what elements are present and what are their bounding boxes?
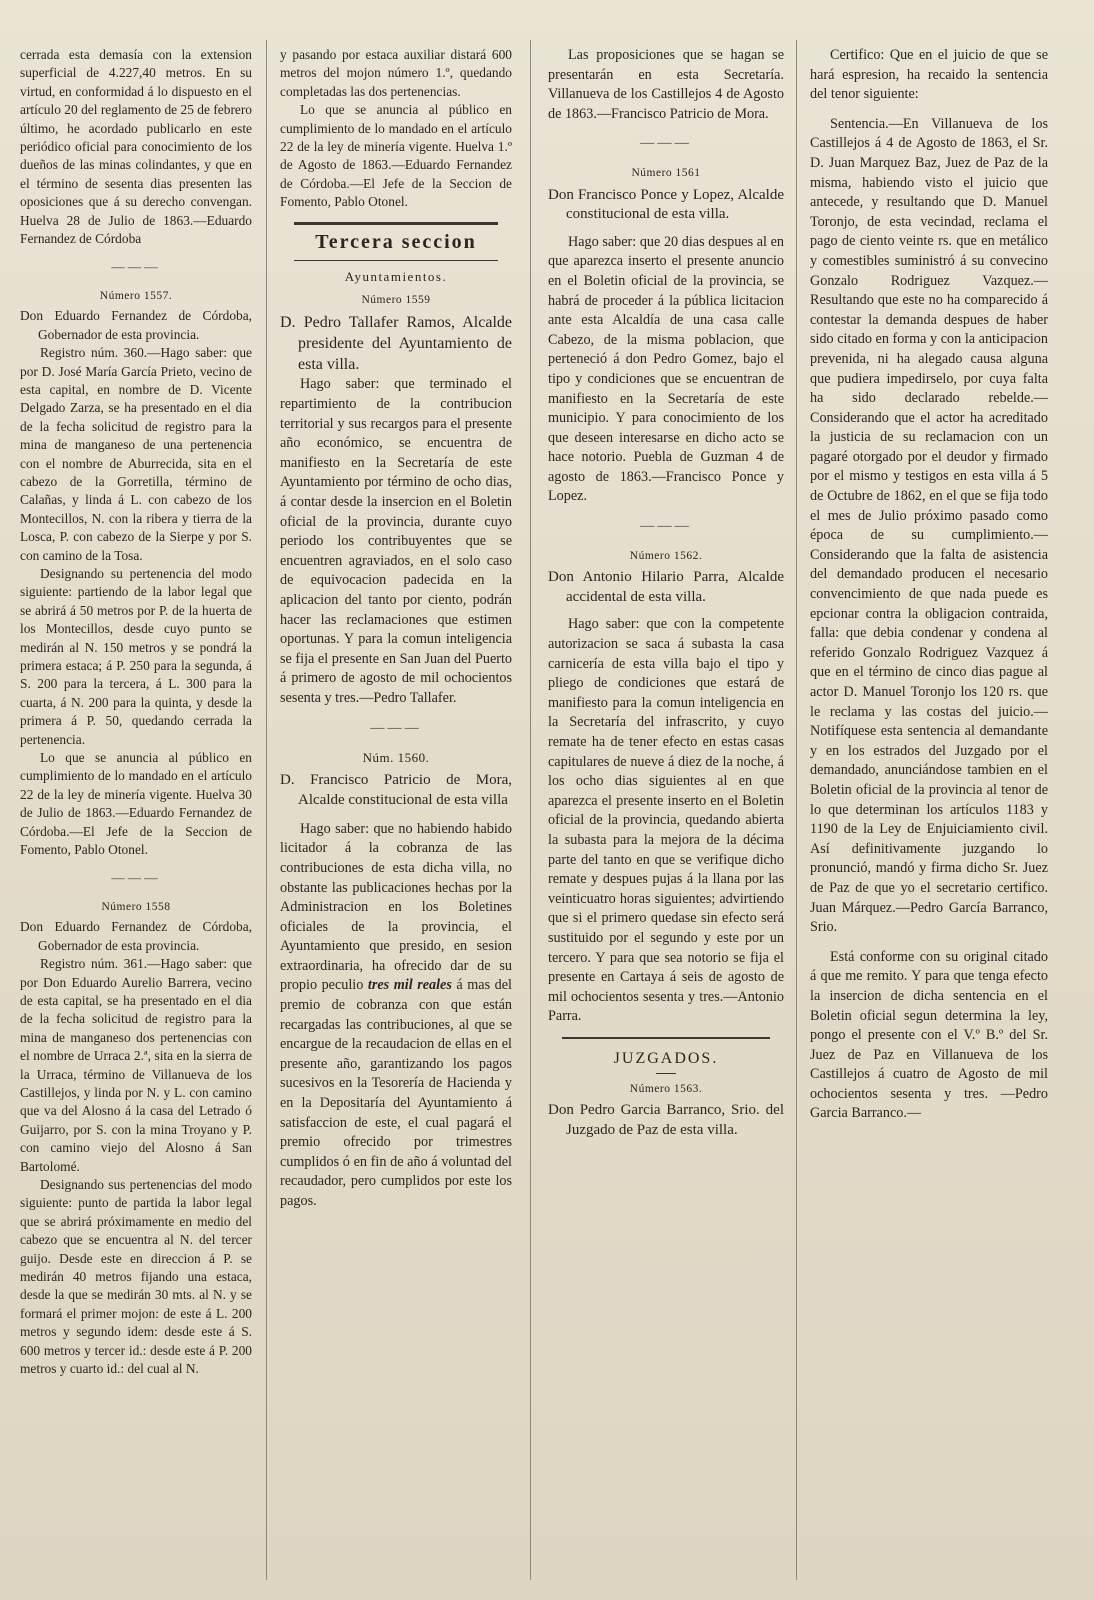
column-rule-1 (266, 40, 267, 1580)
section-title: Tercera seccion (315, 230, 477, 253)
notice-number-1559: Número 1559 (361, 293, 431, 306)
notice-body-1562: Hago saber: que con la competente autorizacion se saca á subasta la casa carnicería de esta villa bajo el tipo y pliego de condiciones que estará de manifiesto para la comun inteligencia en la Secretaría del infrascrito, y cuyo remate ha de tener efecto en estas casas capitulares de nueve á diez de la noche, á los ocho dias siguientes al en que aparezca el presente inserto en el Boletin oficial de la provincia, quedando abierta la subasta para la mejora de la décima parte del tanto en que se verifique dicho remate y despues pujas á la llana por las veinticuatro horas siguientes; advirtiendo que si el primero quedase sin efecto será sustituido por el segundo y este por un tercero. Y para que sea notorio se fija el presente en Cartaya á seis de agosto de mil ochocientos sesenta y tres.—Antonio Parra. (548, 616, 784, 1025)
notice-number-1563: Número 1563. (629, 1082, 703, 1095)
paragraph-continuation: y pasando por estaca auxiliar distará 600 metros del mojon número 1.º, quedando completadas las dos pertenencias. (280, 47, 512, 99)
separator: ——— (111, 259, 161, 275)
notice-body-closing: Lo que se anuncia al público en cumplimiento de lo mandado en el artículo 22 de la ley de minería vigente. Huelva 1.º de Agosto de 1863.—Eduardo Fernandez de Córdoba.—El Jefe de la Seccion de Fomento, Pablo Otonel. (280, 102, 512, 210)
notice-number-1562: Número 1562. (629, 549, 703, 562)
title-dash (656, 1073, 676, 1074)
notice-heading-1560: D. Francisco Patricio de Mora, Alcalde constitucional de esta villa (280, 771, 512, 808)
section-rule-thin (294, 260, 498, 261)
notice-heading-1557: Don Eduardo Fernandez de Córdoba, Gobernador de esta provincia. (20, 308, 252, 342)
notice-number-1560: Núm. 1560. (362, 750, 430, 766)
column-2 (280, 46, 512, 1590)
notice-body-1560-a: Hago saber: que no habiendo habido licitador á la cobranza de las contribuciones de esta dicha villa, no obstante las publicaciones hechas por la Administracion en los Boletines oficiales de la provincia, el Ayuntamiento que presido, en sesion extraordinaria, ha ofrecido dar de su propio peculio (280, 820, 512, 994)
notice-body-1559: Hago saber: que terminado el repartimiento de la contribucion territorial y sus recargos para el presente año económico, se encuentra de manifiesto en la Secretaría de este Ayuntamiento por término de ocho dias, á contar desde la insercion en el Boletin oficial de la provincia, durante cuyo periodo los contribuyentes que se encuentren agraviados, en el solo caso de equivocacion padecida en la aplicacion del tanto por ciento, podrán hacer las reclamaciones que estimen oportunas. Y para la comun inteligencia se fija el presente en San Juan del Puerto á primero de agosto de mil ochocientos sesenta y tres.—Pedro Tallafer. (280, 376, 512, 706)
certificate-intro: Certifico: Que en el juicio de que se hará espresion, ha recaido la sentencia del tenor siguiente: (810, 47, 1048, 103)
notice-heading-1558: Don Eduardo Fernandez de Córdoba, Gobernador de esta provincia. (20, 919, 252, 953)
column-1 (20, 46, 252, 1590)
notice-heading-1562: Don Antonio Hilario Parra, Alcalde accidental de esta villa. (548, 569, 784, 605)
separator: ——— (370, 719, 422, 736)
notice-heading-1563: Don Pedro Garcia Barranco, Srio. del Juzgado de Paz de esta villa. (548, 1102, 784, 1138)
sentence-text: Sentencia.—En Villanueva de los Castillejos á 4 de Agosto de 1863, el Sr. D. Juan Marquez Baz, Juez de Paz de la misma, habiendo visto el juicio que antecede, y resultando que D. Manuel Toronjo, de esta vecindad, reclama el pago de ciento veinte rs. que en metálico y comestibles suministró á su convecino Gonzalo Rodriguez Vazquez.—Resultando que este no ha comparecido á contestar la demanda despues de haber sido citado en forma y con la anticipacion prevenida, ni ha alegado causa alguna que pudiera impedirselo, por cuya falta ha sido declarado rebelde.—Considerando que el actor ha acreditado la justicia de su reclamacion con un pagaré otorgado por el deudor y firmado por el mismo y testigos en esta villa á 5 de Octubre de 1862, en el que se fija todo el mes de Julio próximo pasado como época de su cumplimiento.—Considerando que la falta de asistencia del demandado producen el necesario convencimiento de que nada puede es epcionar contra la obligacion contraida, falla: que debia condenar y condena al referido Gonzalo Rodriguez Vazquez á que en el término de cinco dias pague al actor D. Manuel Toronjo los 120 rs. que le reclama y las costas del juicio.—Notifíquese esta sentencia al demandante y en los estrados del Juzgado por el demandado, anunciándose tambien en el Boletin oficial de la provincia al tenor de lo que determinan los artículos 1183 y 1190 de la Ley de Enjuiciamiento civil. Así definitivamente juzgando lo pronunció, mandó y firma dicho Sr. Juez de Paz de que yo el secretario certifico. Juan Márquez.—Pedro García Barranco, Srio. (810, 115, 1048, 936)
notice-number-1557: Número 1557. (99, 289, 173, 302)
notice-number-1558: Número 1558 (101, 900, 171, 913)
notice-body-1558-a: Registro núm. 361.—Hago saber: que por Don Eduardo Aurelio Barrera, vecino de esta capital, se ha presentado en el dia de la fecha solicitud de registro para la mina de manganeso dos pertenencias con el nombre de Urraca 2.ª, sita en la sierra de la Urraca, término de Villanueva de los Castillejos, y linda por N. y L. con camino que va del Alosno á la casa del Letrado ó Guijarro, por S. con la mina Troyano y P. con camino viejo del Alosno á San Bartolomé. (20, 956, 252, 1174)
notice-heading-1559: D. Pedro Tallafer Ramos, Alcalde presidente del Ayuntamiento de esta villa. (280, 314, 512, 374)
notice-body-1560-emphasis: tres mil reales (367, 977, 452, 994)
column-4 (810, 46, 1048, 1590)
section-rule (294, 222, 498, 225)
section-subtitle: Ayuntamientos. (344, 269, 448, 285)
section-title-juzgados: JUZGADOS. (613, 1049, 719, 1067)
notice-body-1557-a: Registro núm. 360.—Hago saber: que por D. José María García Prieto, vecino de esta capital, en nombre de D. Vicente Delgado Zarza, se ha presentado en el dia de la fecha solicitud de registro para la mina de manganeso de una pertenencia con el nombre de Aburrecida, sita en el cabezo de la Gorretilla, término de Calañas, y linda á L. con cabezo de los Montecillos, N. con la ribera y tierra de la Losca, P. con cabezo de la Sierpe y por S. con camino de la Tosa. (20, 345, 252, 563)
separator: ——— (111, 870, 161, 886)
separator: ——— (640, 135, 692, 152)
notice-body-1560-b: á mas del premio de cobranza con que están recargadas las contribuciones, al que se encargue de la recaudacion de ellas en el presente año, garantizando los pagos sucesivos en la Tesorería de Hacienda y en la Depositaría del Ayuntamiento á satisfaccion de este, el cual pagará el premio ofrecido por trimestres cumplidos ó en fin de año á voluntad del recaudador, pero cumplidos por este los pagos. (280, 977, 512, 1209)
separator: ——— (640, 518, 692, 535)
column-rule-2 (530, 40, 531, 1580)
notice-body-1560 (280, 820, 512, 1212)
column-rule-3 (796, 40, 797, 1580)
notice-body-1557-c: Lo que se anuncia al público en cumplimiento de lo mandado en el artículo 22 de la ley de minería vigente. Huelva 30 de Julio de 1863.—Eduardo Fernandez de Córdoba.—El Jefe de la Seccion de Fomento, Pablo Otonel. (20, 750, 252, 858)
column-3 (548, 46, 784, 1590)
notice-body-1557-b: Designando su pertenencia del modo siguiente: partiendo de la labor legal que se abrirá á 50 metros por P. de la huerta de los Montecillos, desde cuyo punto se medirán al N. 150 metros y se pondrá la primera estaca; á P. 250 para la segunda, á S. 200 para la tercera, á L. 300 para la cuarta, á N. 200 para la quinta, y desde la primera á P. 50, quedando cerrada la pertenencia. (20, 565, 252, 747)
paragraph-continuation: Las proposiciones que se hagan se presentarán en esta Secretaría. Villanueva de los Castillejos 4 de Agosto de 1863.—Francisco Patricio de Mora. (548, 47, 784, 122)
notice-heading-1561: Don Francisco Ponce y Lopez, Alcalde constitucional de esta villa. (548, 186, 784, 223)
paragraph-continuation: cerrada esta demasía con la extension superficial de 4.227,40 metros. En su virtud, en conformidad á lo dispuesto en el artículo 20 del reglamento de 25 de febrero último, he acordado publicarlo en este periódico oficial para conocimiento de los dueños de las minas colindantes, y que en el término de sesenta dias presenten las oposiciones que á su derecho convengan. Huelva 28 de Julio de 1863.—Eduardo Fernandez de Córdoba (20, 47, 252, 247)
notice-body-1561: Hago saber: que 20 dias despues al en que aparezca inserto el presente anuncio en el Boletin oficial de la provincia, se habrá de proceder á la pública licitacion ante esta Alcaldía de una casa calle Cabezo, de la misma poblacion, que perteneció á don Pedro Gomez, bajo el tipo y condiciones que se encuentran de manifiesto en la Secretaría de este municipio. Y para conocimiento de los que deseen interesarse en dicho acto se hace notorio. Puebla de Guzman 4 de agosto de 1863.—Francisco Ponce y Lopez. (548, 233, 784, 505)
notice-body-1558-b: Designando sus pertenencias del modo siguiente: punto de partida la labor legal que se abrirá próximamente en medio del cabezo que se encuentra al N. del tercer guijo. Desde este en direccion á P. se medirán 40 metros fijando una estaca, desde la que se medirán 30 mts. al N. y se formará el primer mojon: de este á L. 200 metros y segundo idem: desde este á S. 600 metros y tercer id.: desde este á P. 200 metros y cuarto id.: del cual al N. (20, 1176, 252, 1377)
certificate-closing: Está conforme con su original citado á que me remito. Y para que tenga efecto la insercion de dicha sentencia en el Boletin oficial segun determina la ley, pongo el presente con el V.º B.º del Sr. Juez de Paz en Villanueva de los Castillejos á cuatro de Agosto de mil ochocientos sesenta y tres. —Pedro Garcia Barranco.— (810, 948, 1048, 1122)
section-rule (562, 1037, 770, 1039)
notice-number-1561: Número 1561 (631, 166, 701, 179)
